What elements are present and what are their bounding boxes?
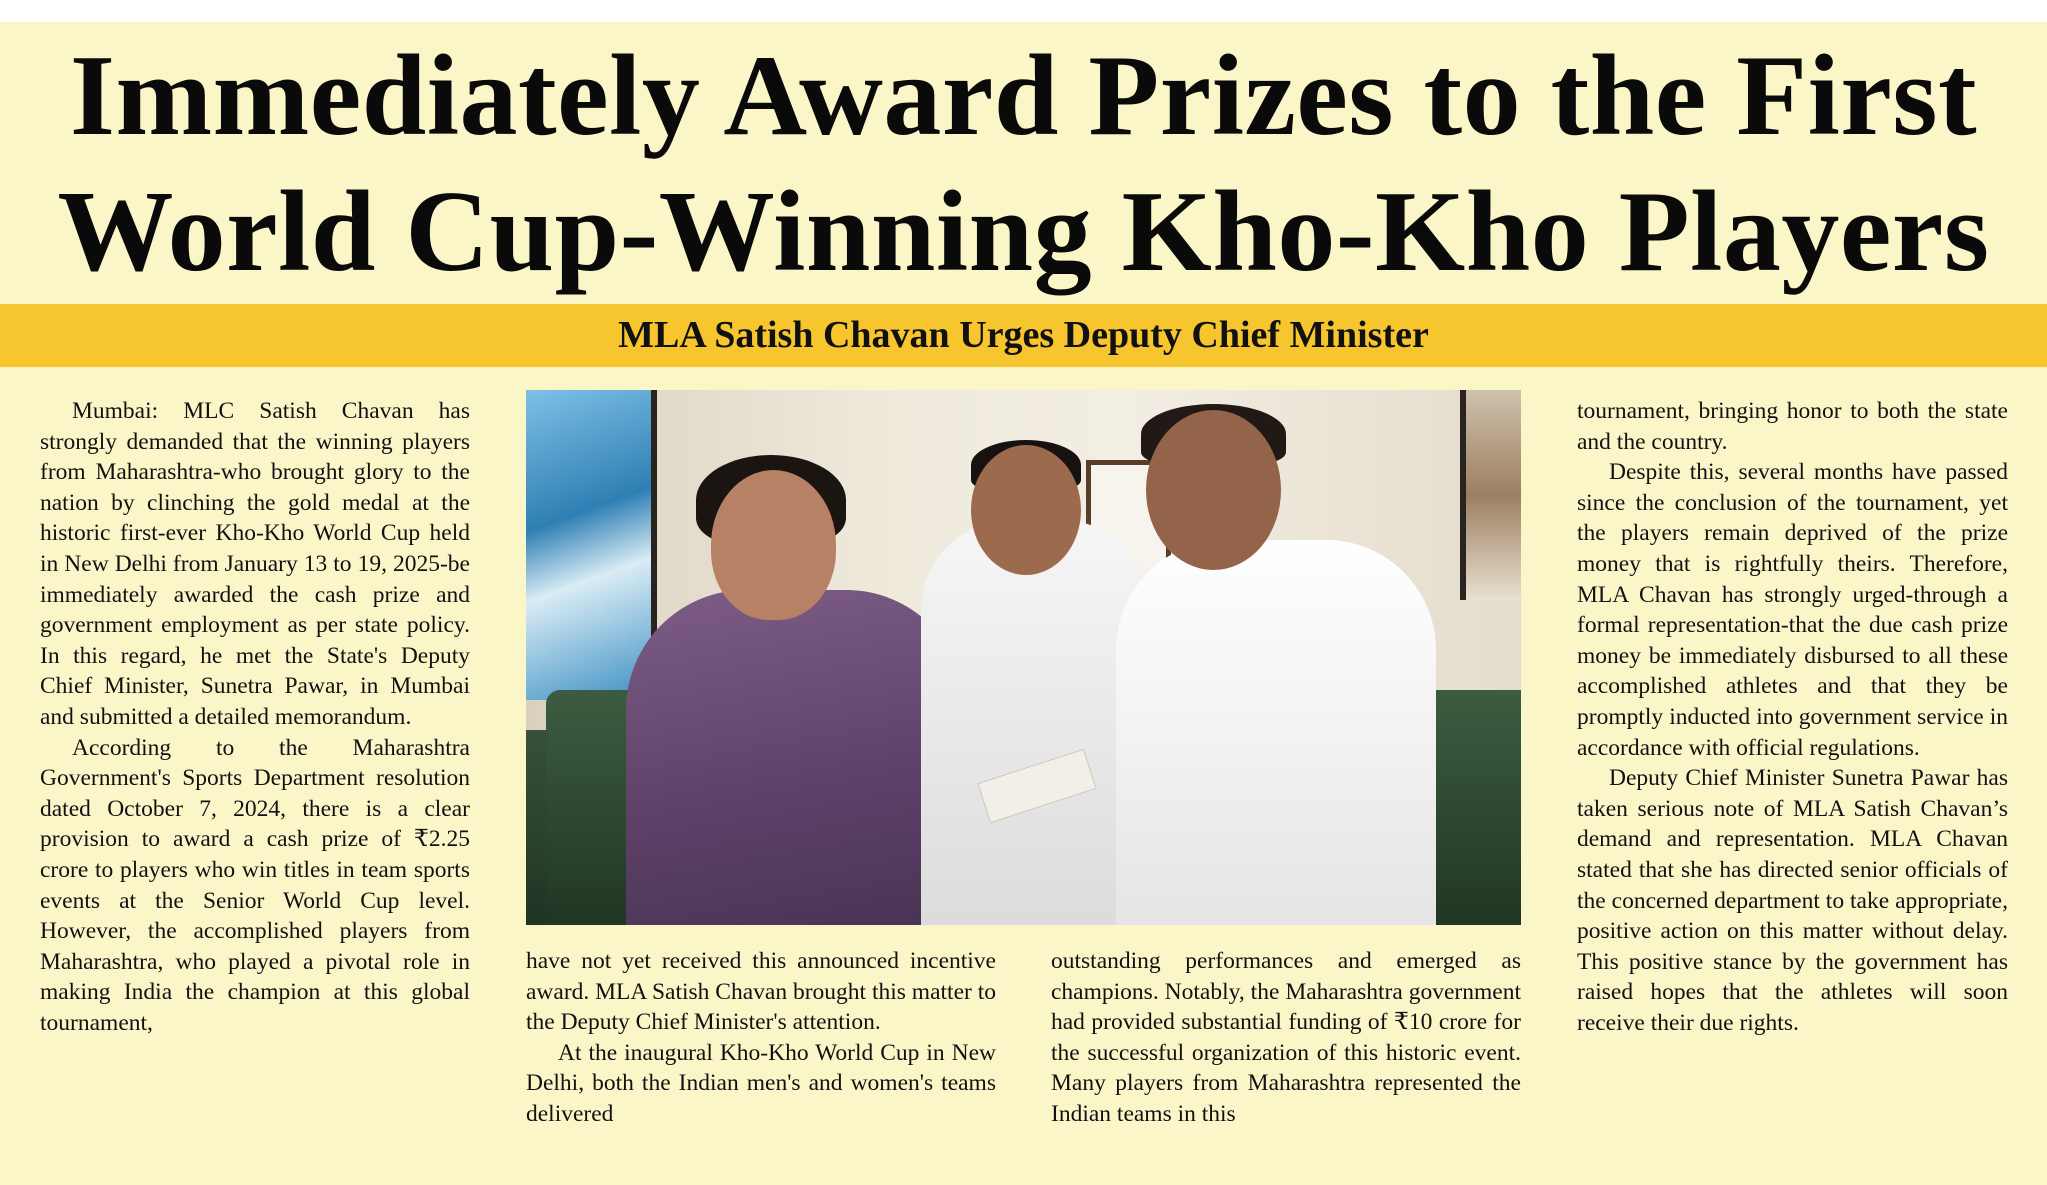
article-paragraph: Despite this, several months have passed since the conclusion of the tournament, yet the players remain deprived of the prize money that is rightfully theirs. Therefore, MLA Chavan has strongly urged-through a formal representation-that the due cash prize money be immediately disbursed to all these accomplished athletes and that they be promptly inducted into government service in accordance with official regulations. <box>1577 459 2008 761</box>
subheadline: MLA Satish Chavan Urges Deputy Chief Minister <box>618 314 1429 356</box>
article-paragraph: have not yet received this announced incentive award. MLA Satish Chavan brought this matter to the Deputy Chief Minister's attention. <box>526 948 996 1036</box>
headline <box>0 28 2047 300</box>
article-column-4 <box>1577 396 2008 1038</box>
wall-painting-left <box>526 390 657 700</box>
article-paragraph: Mumbai: MLC Satish Chavan has strongly demanded that the winning players from Maharashtra-who brought glory to the nation by clinching the gold medal at the historic first-ever Kho-Kho World Cup held in New Delhi from January 13 to 19, 2025-be immediately awarded the cash prize and government employment as per state policy. In this regard, he met the State's Deputy Chief Minister, Sunetra Pawar, in Mumbai and submitted a detailed memorandum. <box>40 398 470 730</box>
article-paragraph: According to the Maharashtra Government's Sports Department resolution dated October 7, 2024, there is a clear provision to award a cash prize of ₹2.25 crore to players who win titles in team sports events at the Senior World Cup level. However, the accomplished players from Maharashtra, who played a pivotal role in making India the champion at this global tournament, <box>40 734 470 1036</box>
article-paragraph: outstanding performances and emerged as champions. Notably, the Maharashtra government had provided substantial funding of ₹10 crore for the successful organization of this historic event. Many players from Maharashtra represented the Indian teams in this <box>1051 948 1521 1127</box>
wall-painting-right <box>1460 390 1521 600</box>
person-man-right <box>1116 540 1436 925</box>
article-column-1 <box>40 396 470 1038</box>
news-photo <box>526 390 1521 925</box>
article-column-3 <box>1051 946 1521 1130</box>
article-paragraph: At the inaugural Kho-Kho World Cup in New Delhi, both the Indian men's and women's teams delivered <box>526 1039 996 1127</box>
headline-line-1: Immediately Award Prizes to the First <box>69 32 1978 160</box>
headline-line-2: World Cup-Winning Kho-Kho Players <box>57 168 1990 296</box>
article-column-2 <box>526 946 996 1130</box>
article-paragraph: Deputy Chief Minister Sunetra Pawar has taken serious note of MLA Satish Chavan’s demand and representation. MLA Chavan stated that she has directed senior officials of the concerned department to take appropriate, positive action on this matter without delay. This positive stance by the government has raised hopes that the athletes will soon receive their due rights. <box>1577 765 2008 1036</box>
article-paragraph: tournament, bringing honor to both the state and the country. <box>1577 398 2008 455</box>
person-woman <box>626 590 966 925</box>
